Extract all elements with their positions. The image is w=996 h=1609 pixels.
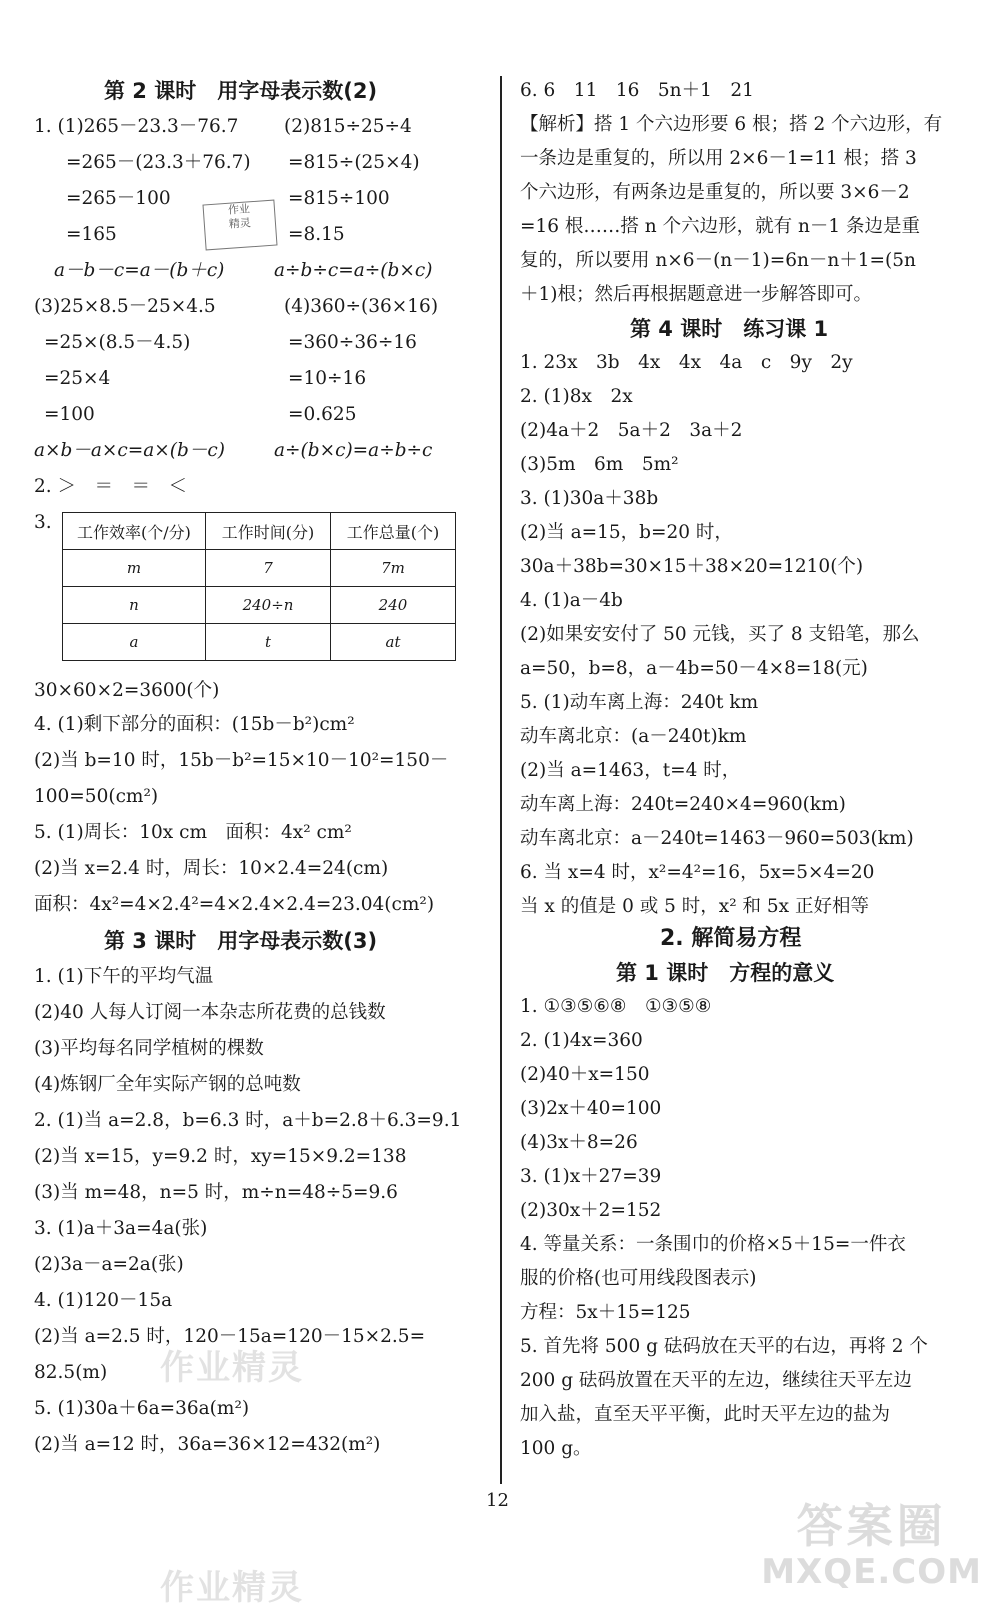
table-row — [63, 550, 456, 587]
q1-rule1-left: a－b－c=a－(b＋c) — [54, 260, 225, 281]
table-header: 工作效率(个/分) — [63, 513, 206, 550]
watermark-logo — [761, 1490, 982, 1592]
p-q3b: (2)当 a=15，b=20 时， — [520, 522, 733, 543]
table-cell: 7m — [331, 550, 456, 587]
q1-line6-right: (4)360÷(36×16) — [284, 296, 439, 317]
q3-label: 3. — [34, 512, 52, 533]
p-q3a: 3. (1)30a＋38b — [520, 488, 659, 509]
q5-line1: 5. (1)周长：10x cm 面积：4x² cm² — [34, 822, 352, 843]
section-title-lesson2: 第 2 课时 用字母表示数(2) — [104, 79, 378, 103]
e-q5c: 加入盐，直至天平平衡，此时天平左边的盐为 — [520, 1404, 891, 1425]
section-title-lesson4: 第 4 课时 练习课 1 — [630, 317, 829, 341]
s3-q3b: (2)3a－a=2a(张) — [34, 1254, 184, 1275]
p-q4c: a=50，b=8，a－4b=50－4×8=18(元) — [520, 658, 868, 679]
e-q4b: 服的价格(也可用线段图表示) — [520, 1268, 757, 1289]
q5-line3: 面积：4x²=4×2.4²=4×2.4×2.4=23.04(cm²) — [34, 894, 435, 915]
table-cell: 240÷n — [206, 587, 331, 624]
table-header: 工作时间(分) — [206, 513, 331, 550]
q1-rule2-right: a÷(b×c)=a÷b÷c — [274, 440, 433, 461]
watermark-logo-bottom: MXQE.COM — [761, 1552, 982, 1592]
table-cell: 7 — [206, 550, 331, 587]
stamp-logo — [202, 200, 277, 251]
q2-comparisons: 2. ＞ ＝ ＝ ＜ — [34, 476, 188, 497]
q1-line1-left: 1. (1)265－23.3－76.7 — [34, 116, 239, 137]
p-q4a: 4. (1)a－4b — [520, 590, 623, 611]
q1-line8-right: =10÷16 — [288, 368, 367, 389]
q1-line1-right: (2)815÷25÷4 — [284, 116, 412, 137]
analysis-line4: =16 根……搭 n 个六边形，就有 n－1 条边是重 — [520, 216, 921, 237]
s3-q2b: (2)当 x=15，y=9.2 时，xy=15×9.2=138 — [34, 1146, 407, 1167]
p-q2b: (2)4a＋2 5a＋2 3a＋2 — [520, 420, 743, 441]
watermark-bottom: 作业精灵 — [160, 1568, 304, 1608]
q1-line4-right: =8.15 — [288, 224, 345, 245]
section-title-lesson3: 第 3 课时 用字母表示数(3) — [104, 929, 378, 953]
e-q2c: (3)2x＋40=100 — [520, 1098, 662, 1119]
s3-q1d: (4)炼钢厂全年实际产钢的总吨数 — [34, 1074, 301, 1095]
e-q3b: (2)30x＋2=152 — [520, 1200, 662, 1221]
p-q1: 1. 23x 3b 4x 4x 4a c 9y 2y — [520, 352, 853, 373]
q1-line9-left: =100 — [44, 404, 95, 425]
table-row — [63, 624, 456, 661]
e-q5d: 100 g。 — [520, 1438, 592, 1459]
q1-line3-right: =815÷100 — [288, 188, 390, 209]
s3-q2c: (3)当 m=48，n=5 时，m÷n=48÷5=9.6 — [34, 1182, 398, 1203]
q1-line2-left: =265－(23.3＋76.7) — [66, 152, 251, 173]
analysis-line3: 个六边形，有两条边是重复的，所以要 3×6－2 — [520, 182, 910, 203]
analysis-line5: 复的，所以要用 n×6－(n－1)=6n－n＋1=(5n — [520, 250, 916, 271]
q1-line9-right: =0.625 — [288, 404, 357, 425]
page-number: 12 — [486, 1490, 509, 1511]
q1-line6-left: (3)25×8.5－25×4.5 — [34, 296, 216, 317]
analysis-line2: 一条边是重复的，所以用 2×6－1=11 根；搭 3 — [520, 148, 917, 169]
unit-title: 2. 解简易方程 — [660, 926, 802, 951]
p-q5c: (2)当 a=1463，t=4 时， — [520, 760, 741, 781]
s3-q3a: 3. (1)a＋3a=4a(张) — [34, 1218, 208, 1239]
table-header: 工作总量(个) — [331, 513, 456, 550]
q1-line2-right: =815÷(25×4) — [288, 152, 420, 173]
q1-line8-left: =25×4 — [44, 368, 111, 389]
s3-q4b: (2)当 a=2.5 时，120－15a=120－15×2.5= — [34, 1326, 426, 1347]
q4-line2: (2)当 b=10 时，15b－b²=15×10－10²=150－ — [34, 750, 449, 771]
p-q2a: 2. (1)8x 2x — [520, 386, 633, 407]
q3-calculation: 30×60×2=3600(个) — [34, 680, 220, 701]
q1-rule2-left: a×b－a×c=a×(b－c) — [34, 440, 225, 461]
q4-line3: 100=50(cm²) — [34, 786, 159, 807]
e-q5b: 200 g 砝码放置在天平的左边，继续往天平左边 — [520, 1370, 912, 1391]
analysis-line1: 【解析】搭 1 个六边形要 6 根；搭 2 个六边形，有 — [520, 114, 943, 135]
q1-line4-left: =165 — [66, 224, 117, 245]
s3-q5a: 5. (1)30a＋6a=36a(m²) — [34, 1398, 250, 1419]
table-cell: a — [63, 624, 206, 661]
e-q2b: (2)40＋x=150 — [520, 1064, 650, 1085]
q6-answers: 6. 6 11 16 5n＋1 21 — [520, 80, 754, 101]
p-q5b: 动车离北京：(a－240t)km — [520, 726, 747, 747]
q4-line1: 4. (1)剩下部分的面积：(15b－b²)cm² — [34, 714, 355, 735]
table-cell: at — [331, 624, 456, 661]
table-cell: m — [63, 550, 206, 587]
p-q5d: 动车离上海：240t=240×4=960(km) — [520, 794, 846, 815]
s3-q2a: 2. (1)当 a=2.8，b=6.3 时，a＋b=2.8＋6.3=9.1 — [34, 1110, 462, 1131]
p-q3c: 30a＋38b=30×15＋38×20=1210(个) — [520, 556, 864, 577]
q1-rule1-right: a÷b÷c=a÷(b×c) — [274, 260, 433, 281]
e-q2d: (4)3x＋8=26 — [520, 1132, 638, 1153]
e-q3a: 3. (1)x＋27=39 — [520, 1166, 662, 1187]
q1-line7-right: =360÷36÷16 — [288, 332, 417, 353]
s3-q4c: 82.5(m) — [34, 1362, 108, 1383]
table-cell: 240 — [331, 587, 456, 624]
table-row — [63, 587, 456, 624]
table-cell: n — [63, 587, 206, 624]
table-header-row — [63, 513, 456, 550]
e-q4c: 方程：5x＋15=125 — [520, 1302, 691, 1323]
e-q4a: 4. 等量关系：一条围巾的价格×5＋15=一件衣 — [520, 1234, 906, 1255]
work-table — [62, 512, 456, 661]
section-title-equation-meaning: 第 1 课时 方程的意义 — [616, 961, 835, 985]
stamp-line1: 作业 — [227, 202, 251, 217]
analysis-line6: ＋1)根；然后再根据题意进一步解答即可。 — [520, 284, 872, 305]
s3-q5b: (2)当 a=12 时，36a=36×12=432(m²) — [34, 1434, 381, 1455]
q1-line3-left: =265－100 — [66, 188, 171, 209]
stamp-line2: 精灵 — [228, 216, 252, 231]
table-cell: t — [206, 624, 331, 661]
watermark-mid: 作业精灵 — [160, 1348, 304, 1388]
q1-line7-left: =25×(8.5－4.5) — [44, 332, 191, 353]
s3-q1a: 1. (1)下午的平均气温 — [34, 966, 214, 987]
s3-q4a: 4. (1)120－15a — [34, 1290, 173, 1311]
p-q2c: (3)5m 6m 5m² — [520, 454, 679, 475]
s3-q1c: (3)平均每名同学植树的棵数 — [34, 1038, 264, 1059]
column-divider — [500, 76, 502, 1484]
e-q5a: 5. 首先将 500 g 砝码放在天平的右边，再将 2 个 — [520, 1336, 928, 1357]
s3-q1b: (2)40 人每人订阅一本杂志所花费的总钱数 — [34, 1002, 386, 1023]
p-q5e: 动车离北京：a－240t=1463－960=503(km) — [520, 828, 914, 849]
p-q6b: 当 x 的值是 0 或 5 时，x² 和 5x 正好相等 — [520, 896, 869, 917]
watermark-logo-top: 答案圈 — [796, 1499, 947, 1553]
e-q2a: 2. (1)4x=360 — [520, 1030, 643, 1051]
p-q6a: 6. 当 x=4 时，x²=4²=16，5x=5×4=20 — [520, 862, 875, 883]
p-q5a: 5. (1)动车离上海：240t km — [520, 692, 759, 713]
p-q4b: (2)如果安安付了 50 元钱，买了 8 支铅笔，那么 — [520, 624, 920, 645]
q5-line2: (2)当 x=2.4 时，周长：10×2.4=24(cm) — [34, 858, 389, 879]
e-q1: 1. ①③⑤⑥⑧ ①③⑤⑧ — [520, 996, 712, 1017]
